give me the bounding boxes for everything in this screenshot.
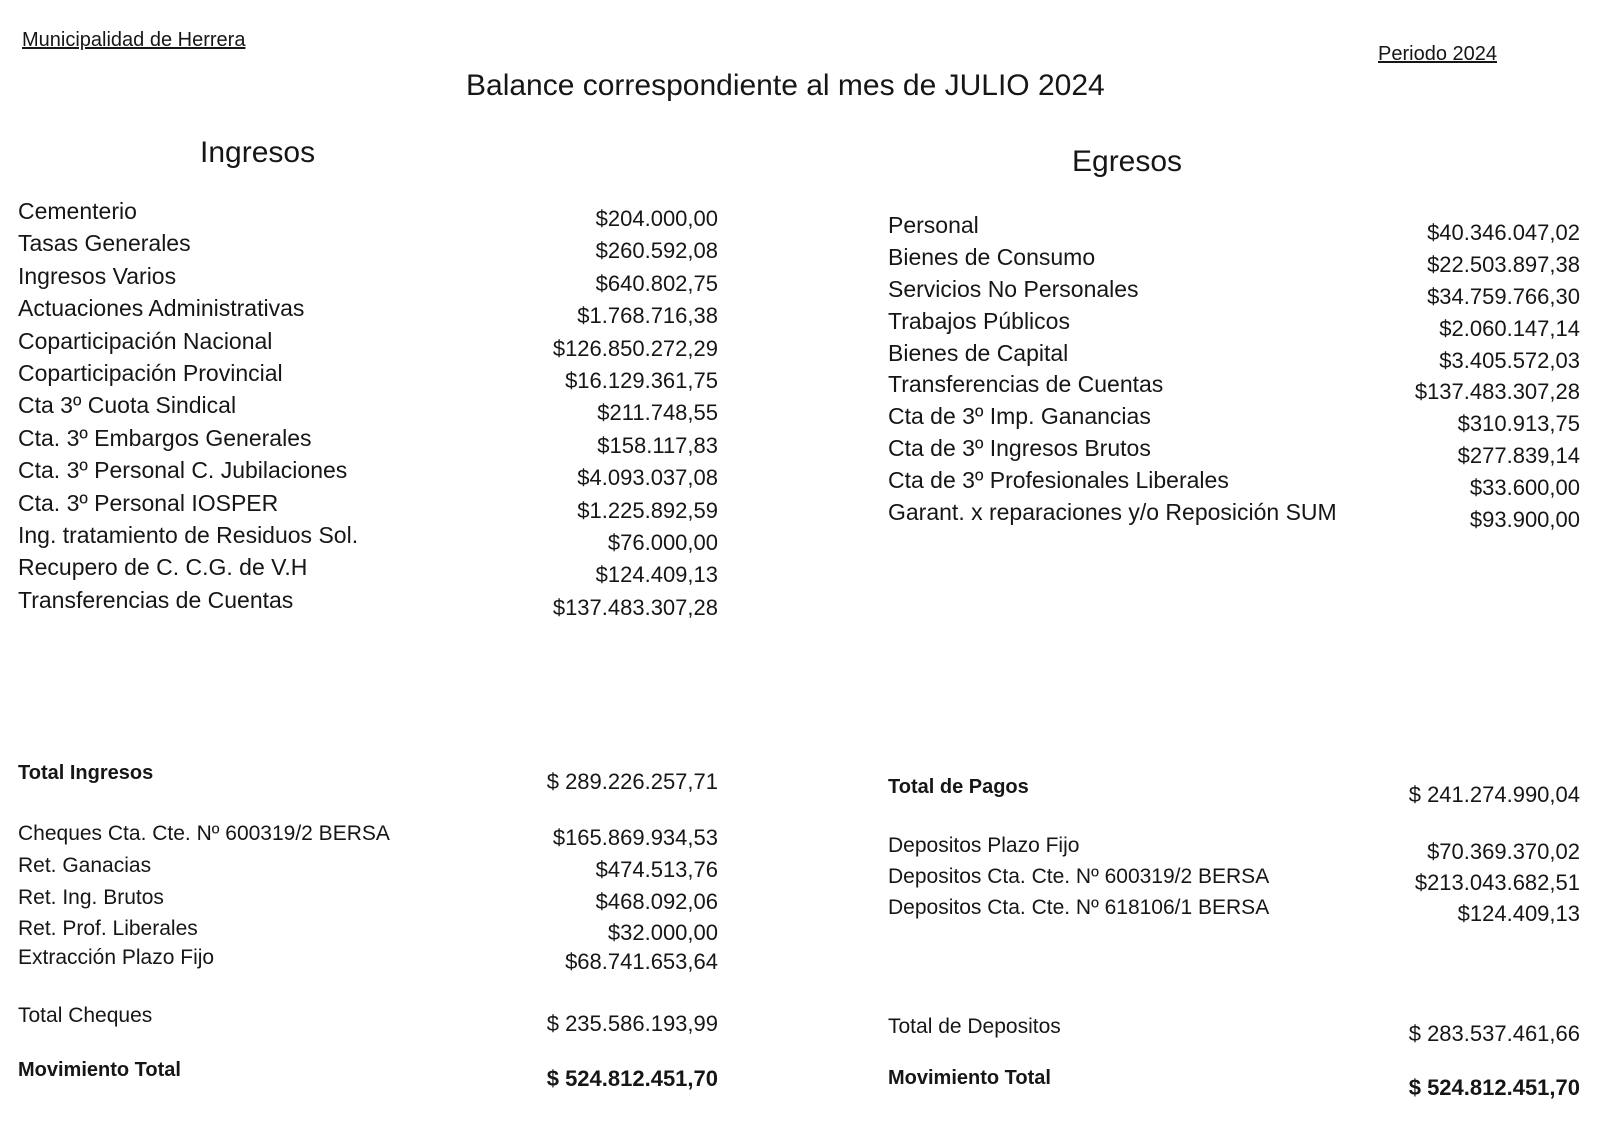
- item-label: Cta de 3º Ingresos Brutos: [888, 435, 1151, 461]
- item-value: $158.117,83: [597, 433, 718, 458]
- item-label: Garant. x reparaciones y/o Reposición SUM: [888, 499, 1337, 525]
- item-value: $1.225.892,59: [577, 498, 718, 523]
- list-item: [888, 897, 1580, 927]
- item-label: Transferencias de Cuentas: [888, 371, 1164, 397]
- list-item: [888, 277, 1580, 307]
- item-value: $70.369.370,02: [1427, 839, 1580, 864]
- total-depositos-value: $ 283.537.461,66: [1408, 1021, 1580, 1046]
- item-label: Cta. 3º Personal C. Jubilaciones: [18, 457, 348, 483]
- item-label: Extracción Plazo Fijo: [18, 946, 215, 969]
- list-item: [18, 361, 718, 391]
- item-value: $93.900,00: [1469, 507, 1580, 532]
- item-label: Cementerio: [18, 198, 137, 224]
- total-ingresos-label: Total Ingresos: [18, 762, 154, 784]
- movimiento-total-label: Movimiento Total: [888, 1067, 1051, 1089]
- item-value: $204.000,00: [595, 206, 718, 231]
- list-item: [18, 264, 718, 294]
- item-label: Bienes de Consumo: [888, 244, 1096, 270]
- page-title: Balance correspondiente al mes de JULIO 2024: [466, 69, 1105, 102]
- list-item: [888, 404, 1580, 434]
- item-value: $76.000,00: [607, 530, 718, 555]
- item-label: Ret. Ing. Brutos: [18, 886, 164, 909]
- list-item: [888, 468, 1580, 498]
- list-item: [18, 329, 718, 359]
- item-label: Cta de 3º Imp. Ganancias: [888, 403, 1151, 429]
- item-label: Cheques Cta. Cte. Nº 600319/2 BERSA: [18, 822, 390, 845]
- item-label: Personal: [888, 212, 979, 238]
- item-label: Depositos Cta. Cte. Nº 600319/2 BERSA: [888, 865, 1270, 888]
- list-item: [18, 199, 718, 229]
- list-item: [18, 555, 718, 585]
- item-value: $213.043.682,51: [1414, 870, 1580, 895]
- item-value: $40.346.047,02: [1427, 220, 1580, 245]
- item-label: Coparticipación Provincial: [18, 360, 283, 386]
- movimiento-total-label: Movimiento Total: [18, 1059, 181, 1081]
- item-value: $4.093.037,08: [577, 465, 718, 490]
- egresos-heading: Egresos: [1072, 145, 1183, 178]
- item-label: Ret. Prof. Liberales: [18, 917, 198, 940]
- item-value: $137.483.307,28: [1414, 379, 1580, 404]
- movimiento-total-value: $ 524.812.451,70: [546, 1066, 718, 1091]
- list-item: [18, 458, 718, 488]
- item-value: $33.600,00: [1469, 475, 1580, 500]
- item-value: $310.913,75: [1457, 411, 1580, 436]
- item-value: $34.759.766,30: [1427, 284, 1580, 309]
- list-item: [18, 823, 718, 853]
- item-value: $468.092,06: [595, 889, 718, 914]
- list-item: [18, 426, 718, 456]
- item-label: Bienes de Capital: [888, 340, 1069, 366]
- item-label: Ingresos Varios: [18, 263, 177, 289]
- item-value: $137.483.307,28: [552, 595, 718, 620]
- movimiento-total-value: $ 524.812.451,70: [1408, 1075, 1580, 1100]
- item-value: $16.129.361,75: [565, 368, 718, 393]
- item-value: $277.839,14: [1457, 443, 1580, 468]
- list-item: [18, 231, 718, 261]
- item-value: $3.405.572,03: [1439, 348, 1580, 373]
- organization-name: Municipalidad de Herrera: [22, 29, 246, 51]
- item-label: Cta de 3º Profesionales Liberales: [888, 467, 1229, 493]
- total-pagos-value: $ 241.274.990,04: [1408, 782, 1580, 807]
- list-item: [888, 309, 1580, 339]
- total-depositos-label: Total de Depositos: [888, 1015, 1061, 1038]
- item-label: Servicios No Personales: [888, 276, 1139, 302]
- item-label: Ret. Ganacias: [18, 854, 152, 877]
- item-value: $126.850.272,29: [552, 336, 718, 361]
- item-label: Trabajos Públicos: [888, 308, 1070, 334]
- list-item: [18, 296, 718, 326]
- item-label: Depositos Plazo Fijo: [888, 834, 1080, 857]
- list-item: [18, 947, 718, 977]
- list-item: [18, 918, 718, 948]
- list-item: [18, 523, 718, 553]
- item-value: $124.409,13: [1457, 901, 1580, 926]
- list-item: [888, 436, 1580, 466]
- list-item: [18, 588, 718, 618]
- item-label: Coparticipación Nacional: [18, 328, 273, 354]
- item-value: $68.741.653,64: [565, 949, 718, 974]
- item-label: Cta. 3º Embargos Generales: [18, 425, 312, 451]
- item-label: Ing. tratamiento de Residuos Sol.: [18, 522, 359, 548]
- list-item: [888, 372, 1580, 402]
- item-label: Transferencias de Cuentas: [18, 587, 294, 613]
- list-item: [888, 866, 1580, 896]
- total-cheques-value: $ 235.586.193,99: [546, 1011, 718, 1036]
- item-value: $1.768.716,38: [577, 303, 718, 328]
- period-label: Periodo 2024: [1378, 43, 1497, 65]
- list-item: [888, 341, 1580, 371]
- item-label: Depositos Cta. Cte. Nº 618106/1 BERSA: [888, 896, 1270, 919]
- total-pagos-label: Total de Pagos: [888, 776, 1029, 798]
- list-item: [18, 855, 718, 885]
- list-item: [18, 887, 718, 917]
- item-value: $165.869.934,53: [552, 825, 718, 850]
- item-label: Tasas Generales: [18, 230, 191, 256]
- item-value: $211.748,55: [597, 400, 718, 425]
- list-item: [888, 213, 1580, 243]
- ingresos-heading: Ingresos: [200, 136, 316, 169]
- list-item: [888, 835, 1580, 865]
- item-value: $124.409,13: [595, 562, 718, 587]
- item-label: Cta. 3º Personal IOSPER: [18, 490, 279, 516]
- item-label: Recupero de C. C.G. de V.H: [18, 554, 308, 580]
- item-label: Actuaciones Administrativas: [18, 295, 305, 321]
- total-ingresos-value: $ 289.226.257,71: [546, 769, 718, 794]
- item-value: $2.060.147,14: [1439, 316, 1580, 341]
- item-value: $260.592,08: [595, 238, 718, 263]
- item-label: Cta 3º Cuota Sindical: [18, 392, 237, 418]
- list-item: [888, 245, 1580, 275]
- item-value: $32.000,00: [607, 920, 718, 945]
- list-item: [18, 393, 718, 423]
- list-item: [18, 491, 718, 521]
- item-value: $22.503.897,38: [1427, 252, 1580, 277]
- item-value: $474.513,76: [595, 857, 718, 882]
- total-cheques-label: Total Cheques: [18, 1004, 153, 1027]
- item-value: $640.802,75: [595, 271, 718, 296]
- list-item: [888, 500, 1580, 530]
